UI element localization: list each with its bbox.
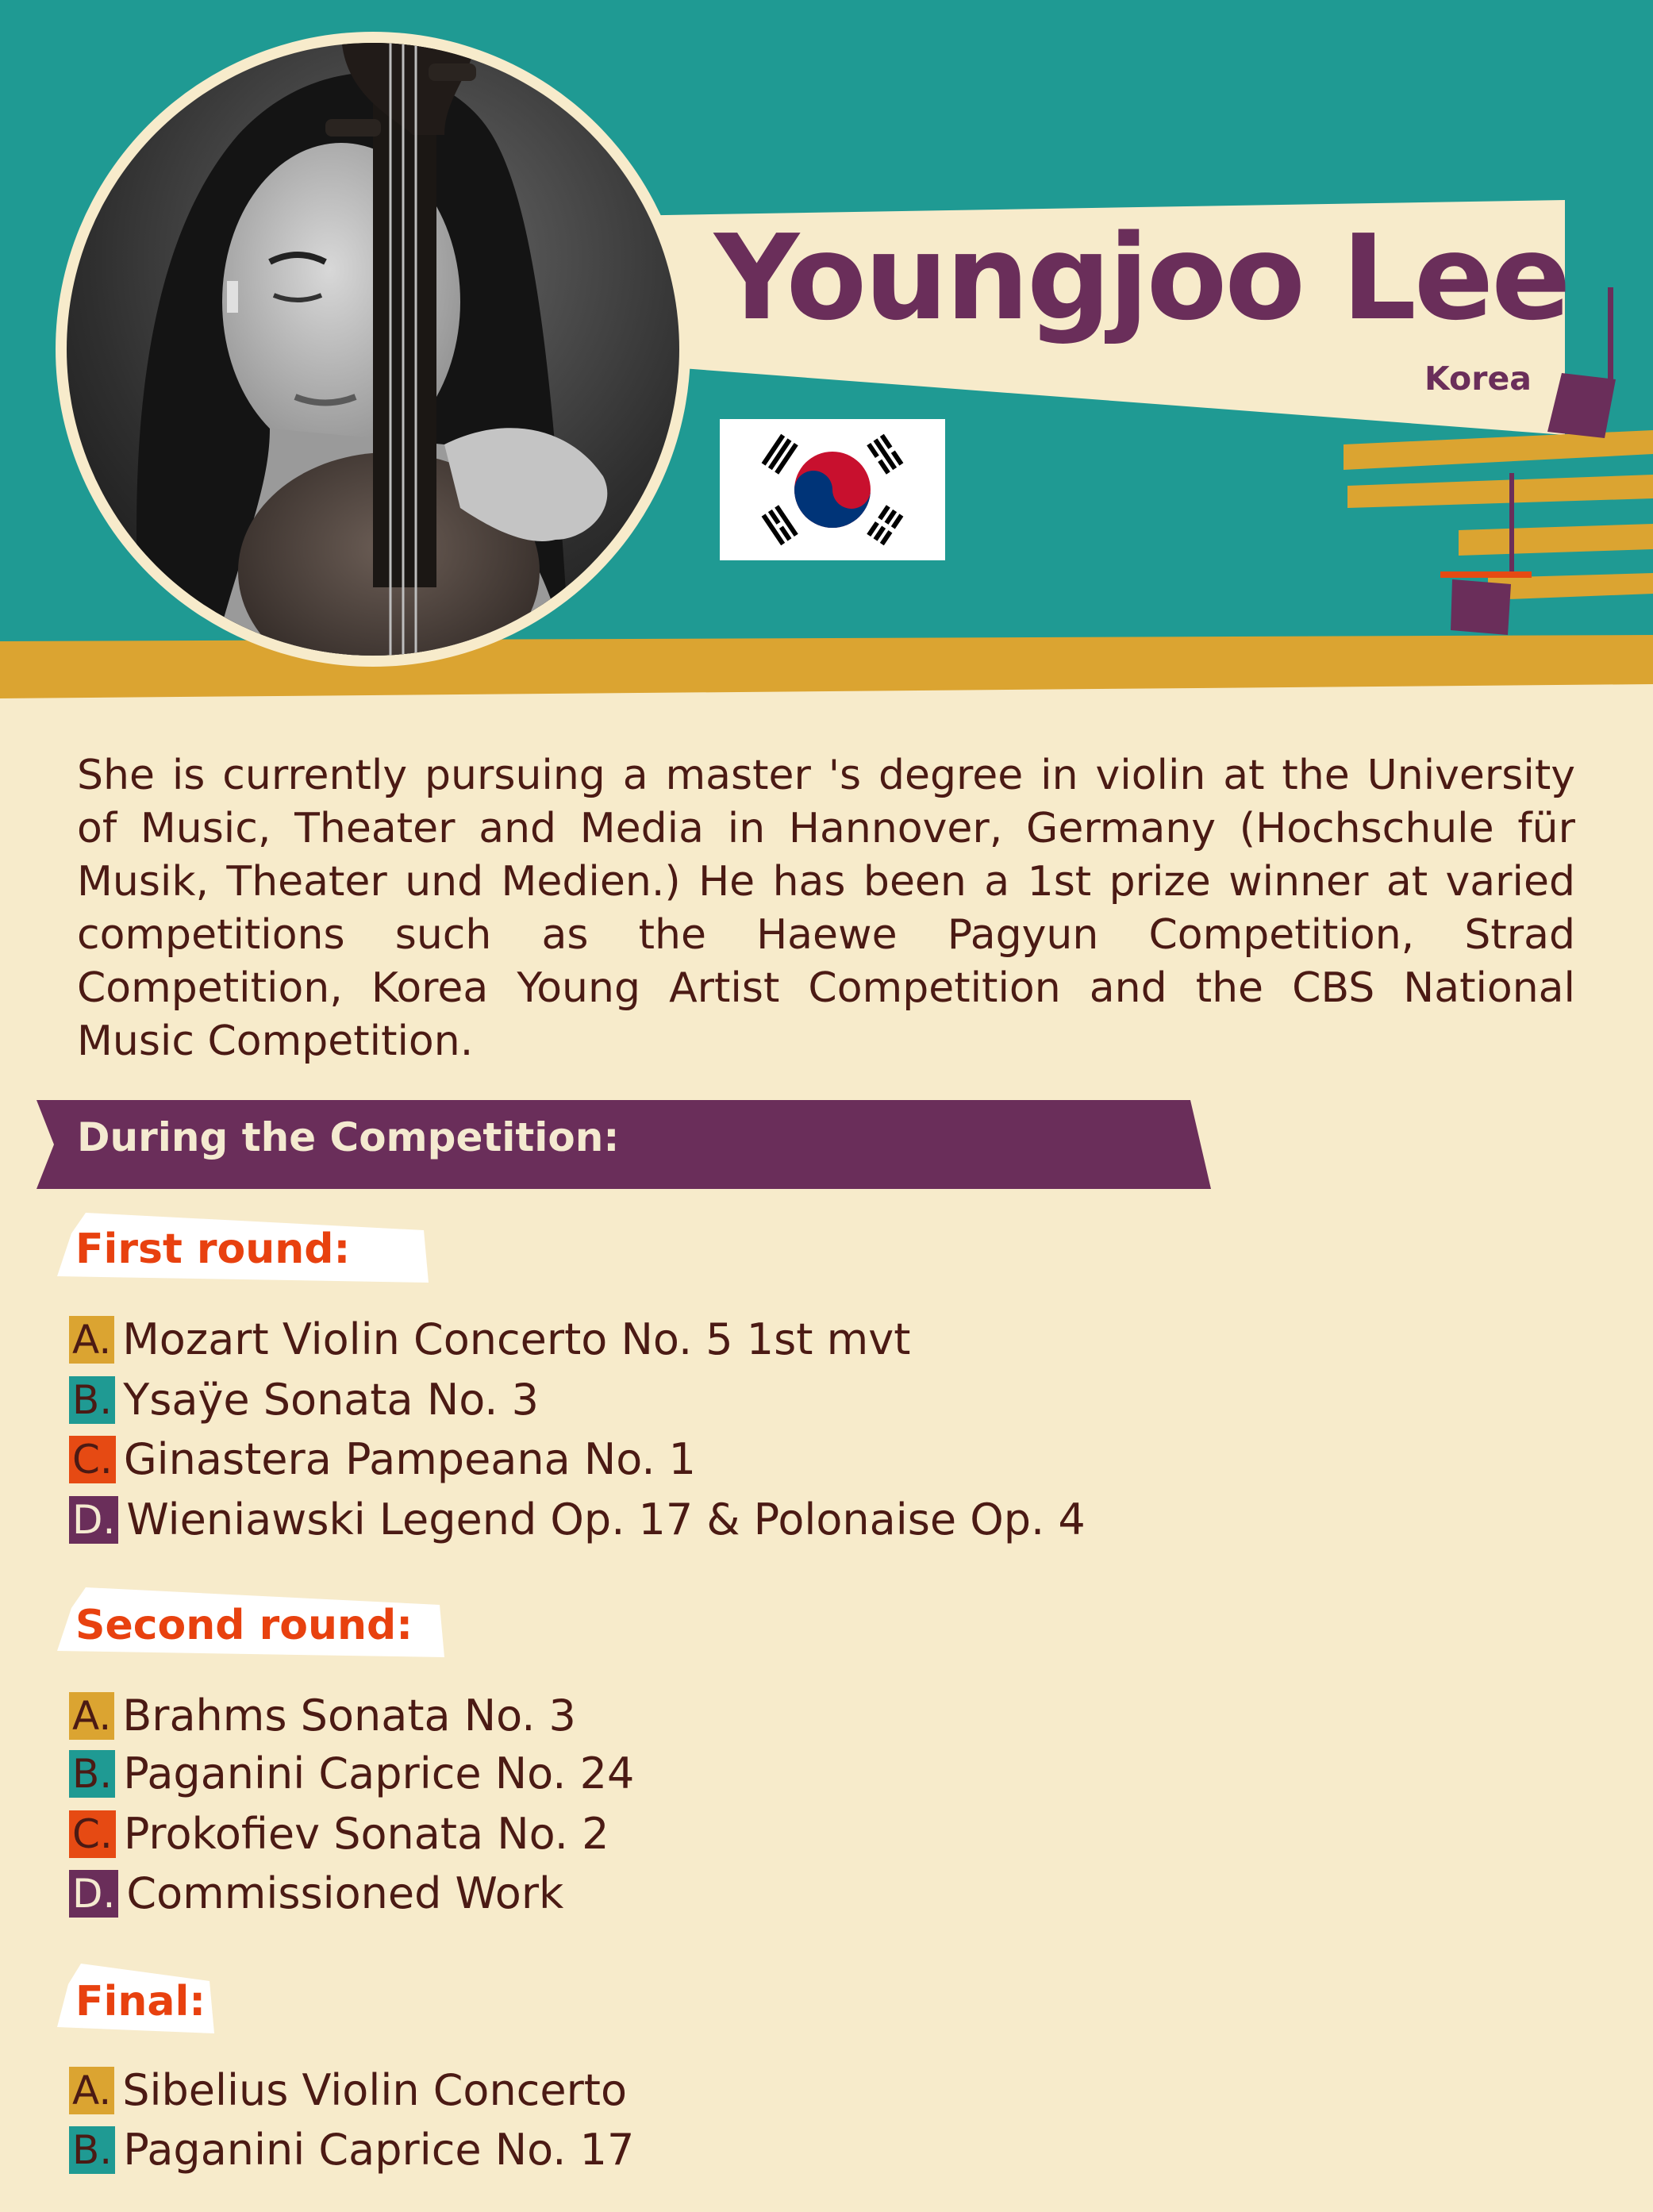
round-label-first: First round: [75,1225,351,1273]
round-label-second: Second round: [75,1602,413,1649]
list-item-text: Paganini Caprice No. 24 [123,1748,635,1798]
list-item-text: Mozart Violin Concerto No. 5 1st mvt [122,1314,911,1364]
list-letter-b: B. [69,2126,115,2174]
list-item [69,1869,563,1918]
header-background [0,0,1653,714]
list-item [69,1435,696,1484]
list-item-text: Wieniawski Legend Op. 17 & Polonaise Op. 4 [126,1495,1086,1545]
list-letter-d: D. [69,1496,118,1544]
list-item [69,2066,627,2115]
list-item-text: Sibelius Violin Concerto [122,2065,628,2115]
list-letter-a: A. [69,2067,114,2114]
list-item-text: Brahms Sonata No. 3 [122,1691,576,1741]
list-item [69,2125,634,2175]
list-letter-b: B. [69,1376,115,1424]
list-item [69,1691,576,1741]
list-item-text: Ysaÿe Sonata No. 3 [123,1375,539,1425]
list-letter-a: A. [69,1692,114,1740]
gold-stripe [0,635,1653,698]
competition-heading: During the Competition: [77,1114,620,1160]
list-item [69,1495,1086,1545]
list-letter-c: C. [69,1810,116,1858]
list-item-text: Ginastera Pampeana No. 1 [123,1434,697,1484]
list-item-text: Paganini Caprice No. 17 [123,2125,635,2175]
list-letter-a: A. [69,1316,114,1364]
list-item [69,1315,910,1364]
list-letter-b: B. [69,1750,115,1798]
south-korea-flag-icon [720,419,945,560]
list-item [69,1375,539,1425]
list-letter-d: D. [69,1870,118,1918]
biography-text: She is currently pursuing a master 's degree in violin at the University of Music, Theater and Media in Hannover, Germany (Hochschule für Musik, Theater und Medien.) He has been a 1st prize winner at varied competitions such as the Haewe Pagyun Competition, Strad Competition, Korea Young Artist Competition and the CBS National Music Competition. [77,752,1575,1065]
performer-name: Youngjoo Lee [714,210,1569,346]
list-item-text: Prokofiev Sonata No. 2 [123,1809,609,1859]
round-label-final: Final: [75,1978,206,2025]
list-item [69,1749,634,1798]
list-item-text: Commissioned Work [126,1868,564,1918]
list-item [69,1810,609,1859]
performer-country: Korea [1424,360,1532,398]
list-letter-c: C. [69,1436,116,1483]
